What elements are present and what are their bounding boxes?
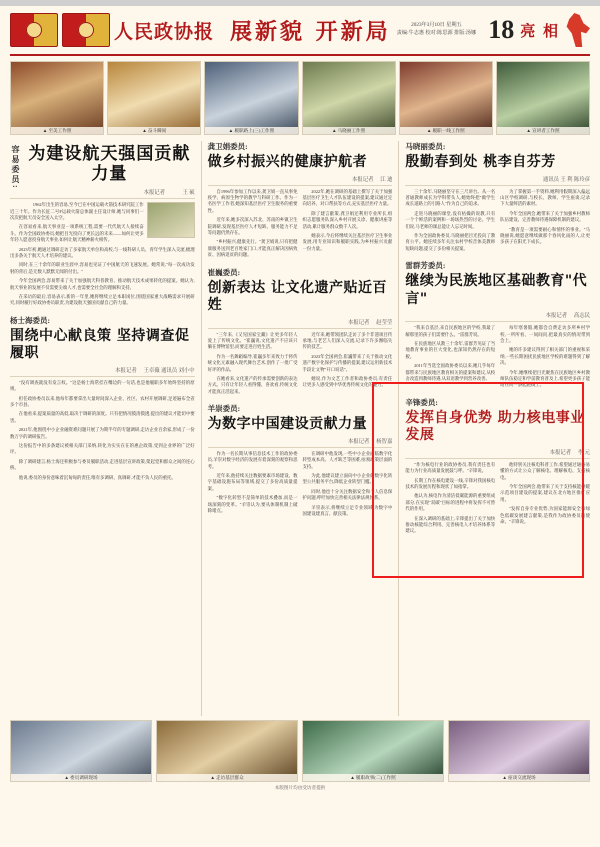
article-byline: 本报记者 李 元 bbox=[405, 448, 590, 459]
photo-caption: ▲ 座谈交流现场 bbox=[449, 774, 589, 781]
column-divider bbox=[201, 141, 202, 716]
issue-date: 2023年3月10日 星期五 bbox=[411, 22, 462, 29]
photo-item bbox=[156, 720, 298, 782]
article-headline: 发挥自身优势 助力核电事业发展 bbox=[405, 409, 585, 444]
article-headline: 殷勤春到处 桃李自芬芳 bbox=[405, 154, 556, 170]
article-body: 1962年出生的容易,至今已在中国运载火箭技术研究院工作近三十年。作为长征二号F运载火箭总体副主任设计师,她与同事们一次次把航天员安全送入太空。 在容易看来,航天事业是一项系统工程,需要一代代航天人接续奋斗。作为全国政协委员,她把目光投向了更长远的未来——如何让更多年轻人愿意投身航天事业,如何让航天精神薪火相传。 2023年初,她通过调研走访了多家航天单位和高校,与一线科研人员、青年学生深入交流,梳理出多条关于航天人才培养的建议。 同时,在三十余年的职业生涯中,容易也见证了中国航天的飞速发展。她常说,"每一次成功发射的背后,是无数人默默无闻的付出。" 今年全国两会,容易带来了关于加强航天科普教育、推动航天技术成果转化的提案。她认为,航天事业的发展不仅需要尖端人才,也需要全社会的理解和支持。 在采访的最后,容易表示,新的一年里,她将继续立足本职岗位,围绕国家重大战略需求开展研究,同时履行好政协委员职责,为建设航天强国贡献自己的力量。 bbox=[10, 202, 195, 306]
article-body: "我来自基层,来自民族地区的学校,我最了解那里的孩子们需要什么。"雷群芳说。 在民族地区从教三十余年,雷群芳见证了当地教育事业的巨大变化,也深知仍然存在的短板。 2011年当选全国政协委员以来,她几乎每年都带来与民族地区教育相关的提案和建议,从校舍改造到教师待遇,从双语教学到营养改善。 每年寒暑假,她都会自费走访多所乡村学校,一所所看、一间间问,把最真实的情况带到会上。 她的许多建议得到了相关部门的重视和采纳,一些长期困扰民族地区学校的难题得到了解决。 今年,她继续把目光聚焦在民族地区乡村教师队伍稳定和学前教育普及上,希望更多孩子能站在同一条起跑线上。 bbox=[405, 325, 590, 388]
article-headline: 为数字中国建设贡献力量 bbox=[207, 416, 368, 433]
photo-item bbox=[496, 61, 590, 135]
photo-caption: ▲ 至美工作照 bbox=[11, 127, 103, 134]
article-byline: 本报记者 王卓薇 通讯员 刘小中 bbox=[10, 366, 195, 377]
photo-item bbox=[302, 720, 444, 782]
photo-caption: ▲ 履职路上(三)工作照 bbox=[205, 127, 297, 134]
article-kicker: 崔巍委员: bbox=[207, 267, 241, 277]
column-2 bbox=[208, 141, 393, 716]
article-羊崇委员 bbox=[208, 403, 393, 519]
newspaper-page bbox=[0, 6, 600, 847]
photo-item bbox=[10, 720, 152, 782]
article-kicker: 杨士海委员: bbox=[10, 315, 50, 325]
article-body: 自1996年参加工作以来,龚卫娟一直从事免疫学、病原生物学的教学与科研工作。作为一名医学工作者,她深知基层医疗卫生服务的重要性。 近年来,她多次深入苏北、苏南的乡镇卫生院调研,发现基层医疗人才短缺、服务能力不足等问题仍然存在。 "乡村振兴,健康先行。"龚卫娟说,只有把健康服务送到老百姓家门口,才能真正解决因病致贫、因病返贫的问题。 2022年,她在调研的基础上撰写了关于加强基层医疗卫生人才队伍建设的提案,建议通过定向培养、对口帮扶等方式,充实基层医疗力量。 除了建言献策,龚卫娟还利用专业所长,组织志愿服务队深入乡村开展义诊、健康讲座等活动,累计服务群众数千人次。 她表示,今后将继续关注基层医疗卫生事业发展,用专业知识和履职实践,为乡村振兴贡献一份力量。 bbox=[207, 188, 393, 258]
article-byline: 通讯员 王 利 陈玲彦 bbox=[405, 175, 590, 186]
article-容易委员 bbox=[10, 145, 195, 307]
article-马晓丽委员 bbox=[405, 141, 590, 252]
article-辛锋委员 bbox=[405, 397, 590, 535]
photo-caption: ▲ 委员调研现场 bbox=[11, 774, 151, 781]
photo-item bbox=[448, 720, 590, 782]
section-title: 亮 相 bbox=[520, 23, 560, 40]
article-byline: 本报记者 江 迪 bbox=[208, 175, 393, 186]
photo-caption: ▲ 履职故事(二)工作照 bbox=[303, 774, 443, 781]
article-grid bbox=[10, 141, 590, 716]
article-kicker: 羊崇委员: bbox=[207, 404, 241, 414]
article-headline: 围绕中心献良策 坚持调查促履职 bbox=[10, 327, 190, 362]
paper-name: 人民政协报 bbox=[114, 20, 215, 43]
top-photo-strip bbox=[10, 61, 590, 135]
photo-item bbox=[107, 61, 201, 135]
article-kicker: 马晓丽委员: bbox=[405, 142, 446, 151]
article-byline: 本报记者 杨智嘉 bbox=[208, 437, 393, 448]
masthead-meta bbox=[397, 22, 477, 38]
article-kicker: 龚卫娟委员: bbox=[207, 142, 248, 151]
masthead-slogan: 展新貌 开新局 bbox=[230, 18, 391, 45]
article-龚卫娟委员 bbox=[208, 141, 393, 259]
photo-caption: ▲ 宣讲者工作照 bbox=[497, 127, 589, 134]
article-崔巍委员 bbox=[208, 267, 393, 396]
photo-item bbox=[302, 61, 396, 135]
column-1 bbox=[10, 141, 195, 716]
article-headline: 创新表达 让文化遗产贴近百姓 bbox=[207, 279, 388, 314]
page-number: 18 bbox=[488, 15, 515, 44]
article-雷群芳委员 bbox=[405, 260, 590, 389]
masthead bbox=[10, 6, 590, 56]
article-body: "没有调查就没有发言权。"这是杨士海常挂在嘴边的一句话,也是他履职多年始终坚持的原则。 担任政协委员以来,他每年都要拿出大量时间深入企业、社区、农村开展调研,足迹遍布全省多个市县。 在他看来,提案质量的高低,取决于调研的深度。只有把情况摸清摸透,提出的建议才能切中要害。 2021年,他围绕中小企业融资难问题开展了为期半年的专题调研,走访企业百余家,形成了一份数万字的调研报告。 这份报告中的多条建议被相关部门采纳,转化为实实在在的惠企政策,受到企业界的广泛好评。 除了调研建言,杨士海还积极参与委员履职活动,走进基层宣讲政策,架起党和群众之间的连心桥。 他说,委员的身份意味着沉甸甸的责任,唯有多调研、真调研,才能不负人民的重托。 bbox=[10, 379, 195, 480]
article-body: 作为一名长期从事信息技术工作的政协委员,羊崇对数字经济的发展有着深刻的观察和思考。 近年来,他持续关注数据要素市场建设、数字基础设施布局等领域,提交了多份高质量提案。 "数字化转型不是简单的技术叠加,而是一场深刻的变革。"羊崇认为,要从体制机制上破除堵点。 在调研中他发现,一些中小企业面临数字化转型成本高、人才缺乏等困难,亟须政策层面的支持。 为此,他建议建立面向中小企业的数字化转型公共服务平台,降低企业转型门槛。 同时,他也十分关注数据安全和个人信息保护问题,呼吁加快完善相关法律法规体系。 羊崇表示,将继续立足专业领域,为数字中国建设建真言、献良策。 bbox=[207, 450, 393, 516]
article-byline: 本报记者 赵莹莹 bbox=[208, 318, 393, 329]
national-emblem-icon bbox=[10, 13, 58, 47]
photo-caption: ▲ 走访基层群众 bbox=[157, 774, 297, 781]
page-footer: 本版图片均由受访者提供 bbox=[274, 785, 326, 790]
photo-caption: ▲ 马晓丽工作照 bbox=[303, 127, 395, 134]
article-byline: 本报记者 高志民 bbox=[405, 311, 590, 322]
article-byline: 本报记者 王 硕 bbox=[10, 188, 195, 199]
photo-item bbox=[204, 61, 298, 135]
photo-caption: ▲ 奋斗瞬间 bbox=[108, 127, 200, 134]
article-body: "三年来,《又见国家宝藏》让更多年轻人爱上了传统文化。"崔巍说,文化遗产不应该只躺在博物馆里,而要走进百姓生活。 作为一名舞蹈编导,崔巍多年来致力于将传统文化元素融入现代舞台艺术,创作了一批广受好评的作品。 在她看来,文化遗产的传承需要创新的表达方式。只有让年轻人看得懂、喜欢看,传统文化才能真正活起来。 近年来,她带领团队走访了多个非遗项目传承地,与老艺人们深入交流,记录下许多濒临失传的技艺。 2023年全国两会,崔巍带来了关于推动文化遗产数字化保护与传播的提案,建议运用新技术手段让文物"开口说话"。 她说,作为文艺工作者和政协委员,有责任让更多人感受到中华优秀传统文化的魅力。 bbox=[207, 331, 393, 394]
photo-item bbox=[10, 61, 104, 135]
inline-photo bbox=[147, 202, 195, 238]
article-kicker: 辛锋委员: bbox=[405, 397, 438, 407]
article-body: 三十余年,马晓丽坚守在三尺讲台。从一名普通教师成长为学科带头人,她始终把"做学生成长道路上的引路人"作为自己的追求。 走进马晓丽的课堂,没有枯燥的说教,只有一个个鲜活的案例和一场场热烈的讨论。学生们说,马老师的课总能让人忘记时间。 作为全国政协委员,马晓丽把目光投向了教育公平。她连续多年关注农村学校音体美教师短缺问题,提交了多份相关提案。 为了掌握第一手资料,她利用假期深入偏远山区学校调研,与校长、教师、学生座谈,记录下大量鲜活的素材。 今年全国两会,她带来了关于加强乡村教师队伍建设、完善教师待遇保障机制的建议。 "教育是一项需要耐心和情怀的事业。"马晓丽说,她愿意继续做那个春风化雨的人,让更多孩子在阳光下成长。 bbox=[405, 188, 590, 251]
article-杨士海委员 bbox=[10, 315, 195, 481]
article-headline: 为建设航天强国贡献力量 bbox=[28, 144, 191, 184]
photo-caption: ▲ 履职一线工作照 bbox=[400, 127, 492, 134]
article-headline: 继续为民族地区基础教育"代言" bbox=[405, 273, 588, 307]
column-3 bbox=[405, 141, 590, 716]
runner-figure-icon bbox=[564, 13, 590, 47]
column-divider bbox=[398, 141, 399, 716]
article-kicker: 雷群芳委员: bbox=[405, 261, 446, 271]
article-body: "作为核电行业的政协委员,我有责任也有能力为行业高质量发展鼓与呼。"辛锋说。 长期工作在核电建设一线,辛锋对我国核电技术的发展历程和现状了如指掌。 他认为,核电作为清洁低碳能源的重要组成部分,在实现"双碳"目标的进程中将发挥不可替代的作用。 在深入调研的基础上,辛锋提出了关于加快推动核能综合利用、完善核电人才培养体系等建议。 他特别关注核电科普工作,希望通过通俗易懂的方式让公众了解核电、理解核电、支持核电。 今年全国两会,他带来了关于支持核能供暖示范项目建设的提案,建议在北方地区推广应用。 "发挥自身专业优势,为国家能源安全和绿色低碳发展建言献策,是我作为政协委员的使命。"辛锋说。 bbox=[405, 461, 590, 534]
article-kicker: 容易委员: bbox=[11, 145, 20, 190]
photo-item bbox=[399, 61, 493, 135]
editor-credits: 责编:牛志惠 校对:陈思源 排版:汤娜 bbox=[396, 30, 477, 36]
bottom-photo-strip bbox=[10, 720, 590, 782]
cppcc-emblem-icon bbox=[62, 13, 110, 47]
article-headline: 做乡村振兴的健康护航者 bbox=[207, 154, 368, 170]
